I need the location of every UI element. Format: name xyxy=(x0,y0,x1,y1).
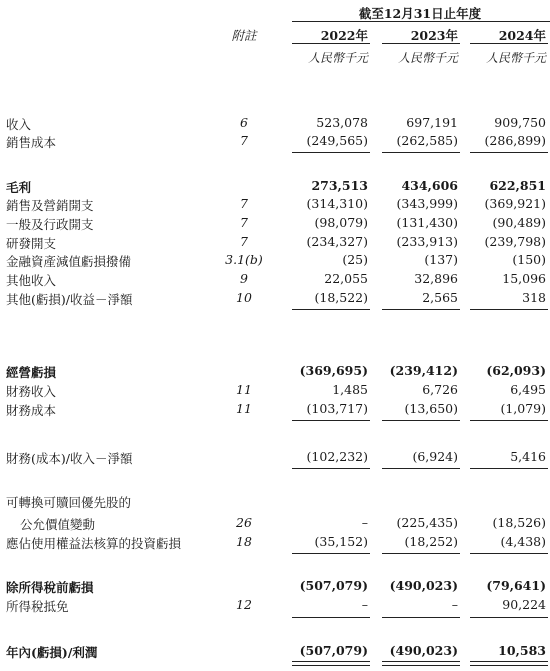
row-label: 其他收入 xyxy=(6,273,57,288)
subtotal-line xyxy=(470,468,548,469)
row-note: 11 xyxy=(236,382,252,397)
subtotal-line xyxy=(470,152,548,153)
value-2022: (234,327) xyxy=(306,234,368,249)
row-note: 26 xyxy=(236,515,252,530)
row-label: 經營虧損 xyxy=(6,365,57,380)
value-2023: (239,412) xyxy=(389,363,458,378)
table-row xyxy=(0,234,550,251)
row-label: 所得稅抵免 xyxy=(6,599,69,614)
value-2023: (490,023) xyxy=(389,578,458,593)
value-2022: – xyxy=(361,515,368,530)
value-2023: (6,924) xyxy=(412,449,458,464)
year-2024-heading: 2024年 xyxy=(498,28,546,43)
value-2022: 273,513 xyxy=(311,178,368,193)
value-2022: (369,695) xyxy=(299,363,368,378)
value-2023: (13,650) xyxy=(404,401,458,416)
row-note: 11 xyxy=(236,401,252,416)
row-label: 銷售成本 xyxy=(6,135,57,150)
unit-label: 人民幣千元 xyxy=(397,51,458,65)
value-2023: 434,606 xyxy=(401,178,458,193)
value-2022: – xyxy=(361,597,368,612)
table-row xyxy=(0,382,550,399)
row-label: 財務收入 xyxy=(6,384,57,399)
value-2024: 5,416 xyxy=(510,449,546,464)
table-row xyxy=(0,449,550,466)
table-row xyxy=(0,401,550,418)
subtotal-line xyxy=(292,152,370,153)
row-note: 7 xyxy=(240,196,248,211)
row-note: 10 xyxy=(236,290,252,305)
value-2024: (90,489) xyxy=(492,215,546,230)
unit-label: 人民幣千元 xyxy=(485,51,546,65)
value-2023: (343,999) xyxy=(396,196,458,211)
value-2024: 10,583 xyxy=(498,643,546,658)
value-2022: 22,055 xyxy=(324,271,368,286)
table-row xyxy=(0,178,550,195)
row-note: 18 xyxy=(236,534,252,549)
table-row xyxy=(0,597,550,614)
row-label: 除所得稅前虧損 xyxy=(6,580,94,595)
value-2023: (137) xyxy=(424,252,458,267)
table-row xyxy=(0,115,550,132)
table-row xyxy=(0,252,550,269)
value-2023: (131,430) xyxy=(396,215,458,230)
row-label: 財務成本 xyxy=(6,403,57,418)
year-2023-heading: 2023年 xyxy=(410,28,458,43)
value-2022: (25) xyxy=(342,252,368,267)
value-2024: (239,798) xyxy=(484,234,546,249)
value-2022: (18,522) xyxy=(314,290,368,305)
table-row xyxy=(0,363,550,380)
year-underline xyxy=(382,43,460,44)
total-double-underline xyxy=(382,661,460,666)
value-2024: (4,438) xyxy=(500,534,546,549)
period-heading: 截至12月31日止年度 xyxy=(358,6,482,21)
value-2024: 6,495 xyxy=(510,382,546,397)
subtotal-line xyxy=(292,617,370,618)
year-underline xyxy=(292,43,370,44)
value-2023: 2,565 xyxy=(422,290,458,305)
subtotal-line xyxy=(382,553,460,554)
row-note: 7 xyxy=(240,234,248,249)
row-label: 公允價值變動 xyxy=(20,517,96,532)
value-2024: 909,750 xyxy=(494,115,546,130)
value-2022: (35,152) xyxy=(314,534,368,549)
value-2024: 90,224 xyxy=(502,597,546,612)
row-label: 金融資產減值虧損撥備 xyxy=(6,254,132,269)
subtotal-line xyxy=(382,152,460,153)
row-label: 其他(虧損)/收益－淨額 xyxy=(6,292,133,307)
value-2023: 32,896 xyxy=(414,271,458,286)
value-2023: (490,023) xyxy=(389,643,458,658)
note-column-heading: 附註 xyxy=(231,28,257,43)
value-2022: (98,079) xyxy=(314,215,368,230)
period-underline xyxy=(292,21,550,22)
value-2023: 6,726 xyxy=(422,382,458,397)
value-2022: (314,310) xyxy=(306,196,368,211)
value-2024: (150) xyxy=(512,252,546,267)
value-2023: (225,435) xyxy=(396,515,458,530)
value-2023: (233,913) xyxy=(396,234,458,249)
table-row xyxy=(0,578,550,595)
value-2022: (507,079) xyxy=(299,643,368,658)
table-row xyxy=(0,515,550,532)
value-2022: (103,717) xyxy=(306,401,368,416)
row-note: 12 xyxy=(236,597,252,612)
value-2024: 318 xyxy=(522,290,546,305)
row-label: 銷售及營銷開支 xyxy=(6,198,94,213)
value-2024: (369,921) xyxy=(484,196,546,211)
year-2022-heading: 2022年 xyxy=(320,28,368,43)
value-2023: (18,252) xyxy=(404,534,458,549)
subtotal-line xyxy=(470,420,548,421)
value-2022: 523,078 xyxy=(316,115,368,130)
table-row xyxy=(0,290,550,307)
row-note: 7 xyxy=(240,133,248,148)
row-note: 6 xyxy=(240,115,248,130)
subtotal-line xyxy=(382,420,460,421)
value-2023: (262,585) xyxy=(396,133,458,148)
table-row xyxy=(0,215,550,232)
total-double-underline xyxy=(292,661,370,666)
unit-label: 人民幣千元 xyxy=(307,51,368,65)
subtotal-line xyxy=(382,468,460,469)
row-note: 7 xyxy=(240,215,248,230)
subtotal-line xyxy=(292,553,370,554)
table-row xyxy=(0,643,550,660)
row-label: 收入 xyxy=(6,117,32,132)
value-2024: (18,526) xyxy=(492,515,546,530)
total-double-underline xyxy=(470,661,548,666)
value-2022: 1,485 xyxy=(332,382,368,397)
table-row xyxy=(0,196,550,213)
table-row xyxy=(0,271,550,288)
row-note: 9 xyxy=(240,271,248,286)
subtotal-line xyxy=(382,617,460,618)
subtotal-line xyxy=(470,309,548,310)
value-2024: 622,851 xyxy=(489,178,546,193)
value-2024: 15,096 xyxy=(502,271,546,286)
subtotal-line xyxy=(470,617,548,618)
row-note: 3.1(b) xyxy=(225,252,263,267)
table-row xyxy=(0,534,550,551)
row-label: 財務(成本)/收入－淨額 xyxy=(6,451,133,466)
row-label: 毛利 xyxy=(6,180,32,195)
year-underline xyxy=(470,43,548,44)
subtotal-line xyxy=(470,553,548,554)
table-row xyxy=(0,133,550,150)
value-2022: (249,565) xyxy=(306,133,368,148)
value-2024: (286,899) xyxy=(484,133,546,148)
table-row xyxy=(0,493,550,510)
subtotal-line xyxy=(382,309,460,310)
subtotal-line xyxy=(292,309,370,310)
value-2024: (1,079) xyxy=(500,401,546,416)
value-2024: (79,641) xyxy=(486,578,546,593)
value-2022: (102,232) xyxy=(306,449,368,464)
row-label: 年內(虧損)/利潤 xyxy=(6,645,98,660)
value-2023: – xyxy=(451,597,458,612)
value-2024: (62,093) xyxy=(486,363,546,378)
subtotal-line xyxy=(292,420,370,421)
subtotal-line xyxy=(292,468,370,469)
row-label: 應佔使用權益法核算的投資虧損 xyxy=(6,536,182,551)
row-label: 一般及行政開支 xyxy=(6,217,94,232)
row-label: 可轉換可贖回優先股的 xyxy=(6,495,132,510)
value-2022: (507,079) xyxy=(299,578,368,593)
value-2023: 697,191 xyxy=(406,115,458,130)
row-label: 研發開支 xyxy=(6,236,57,251)
